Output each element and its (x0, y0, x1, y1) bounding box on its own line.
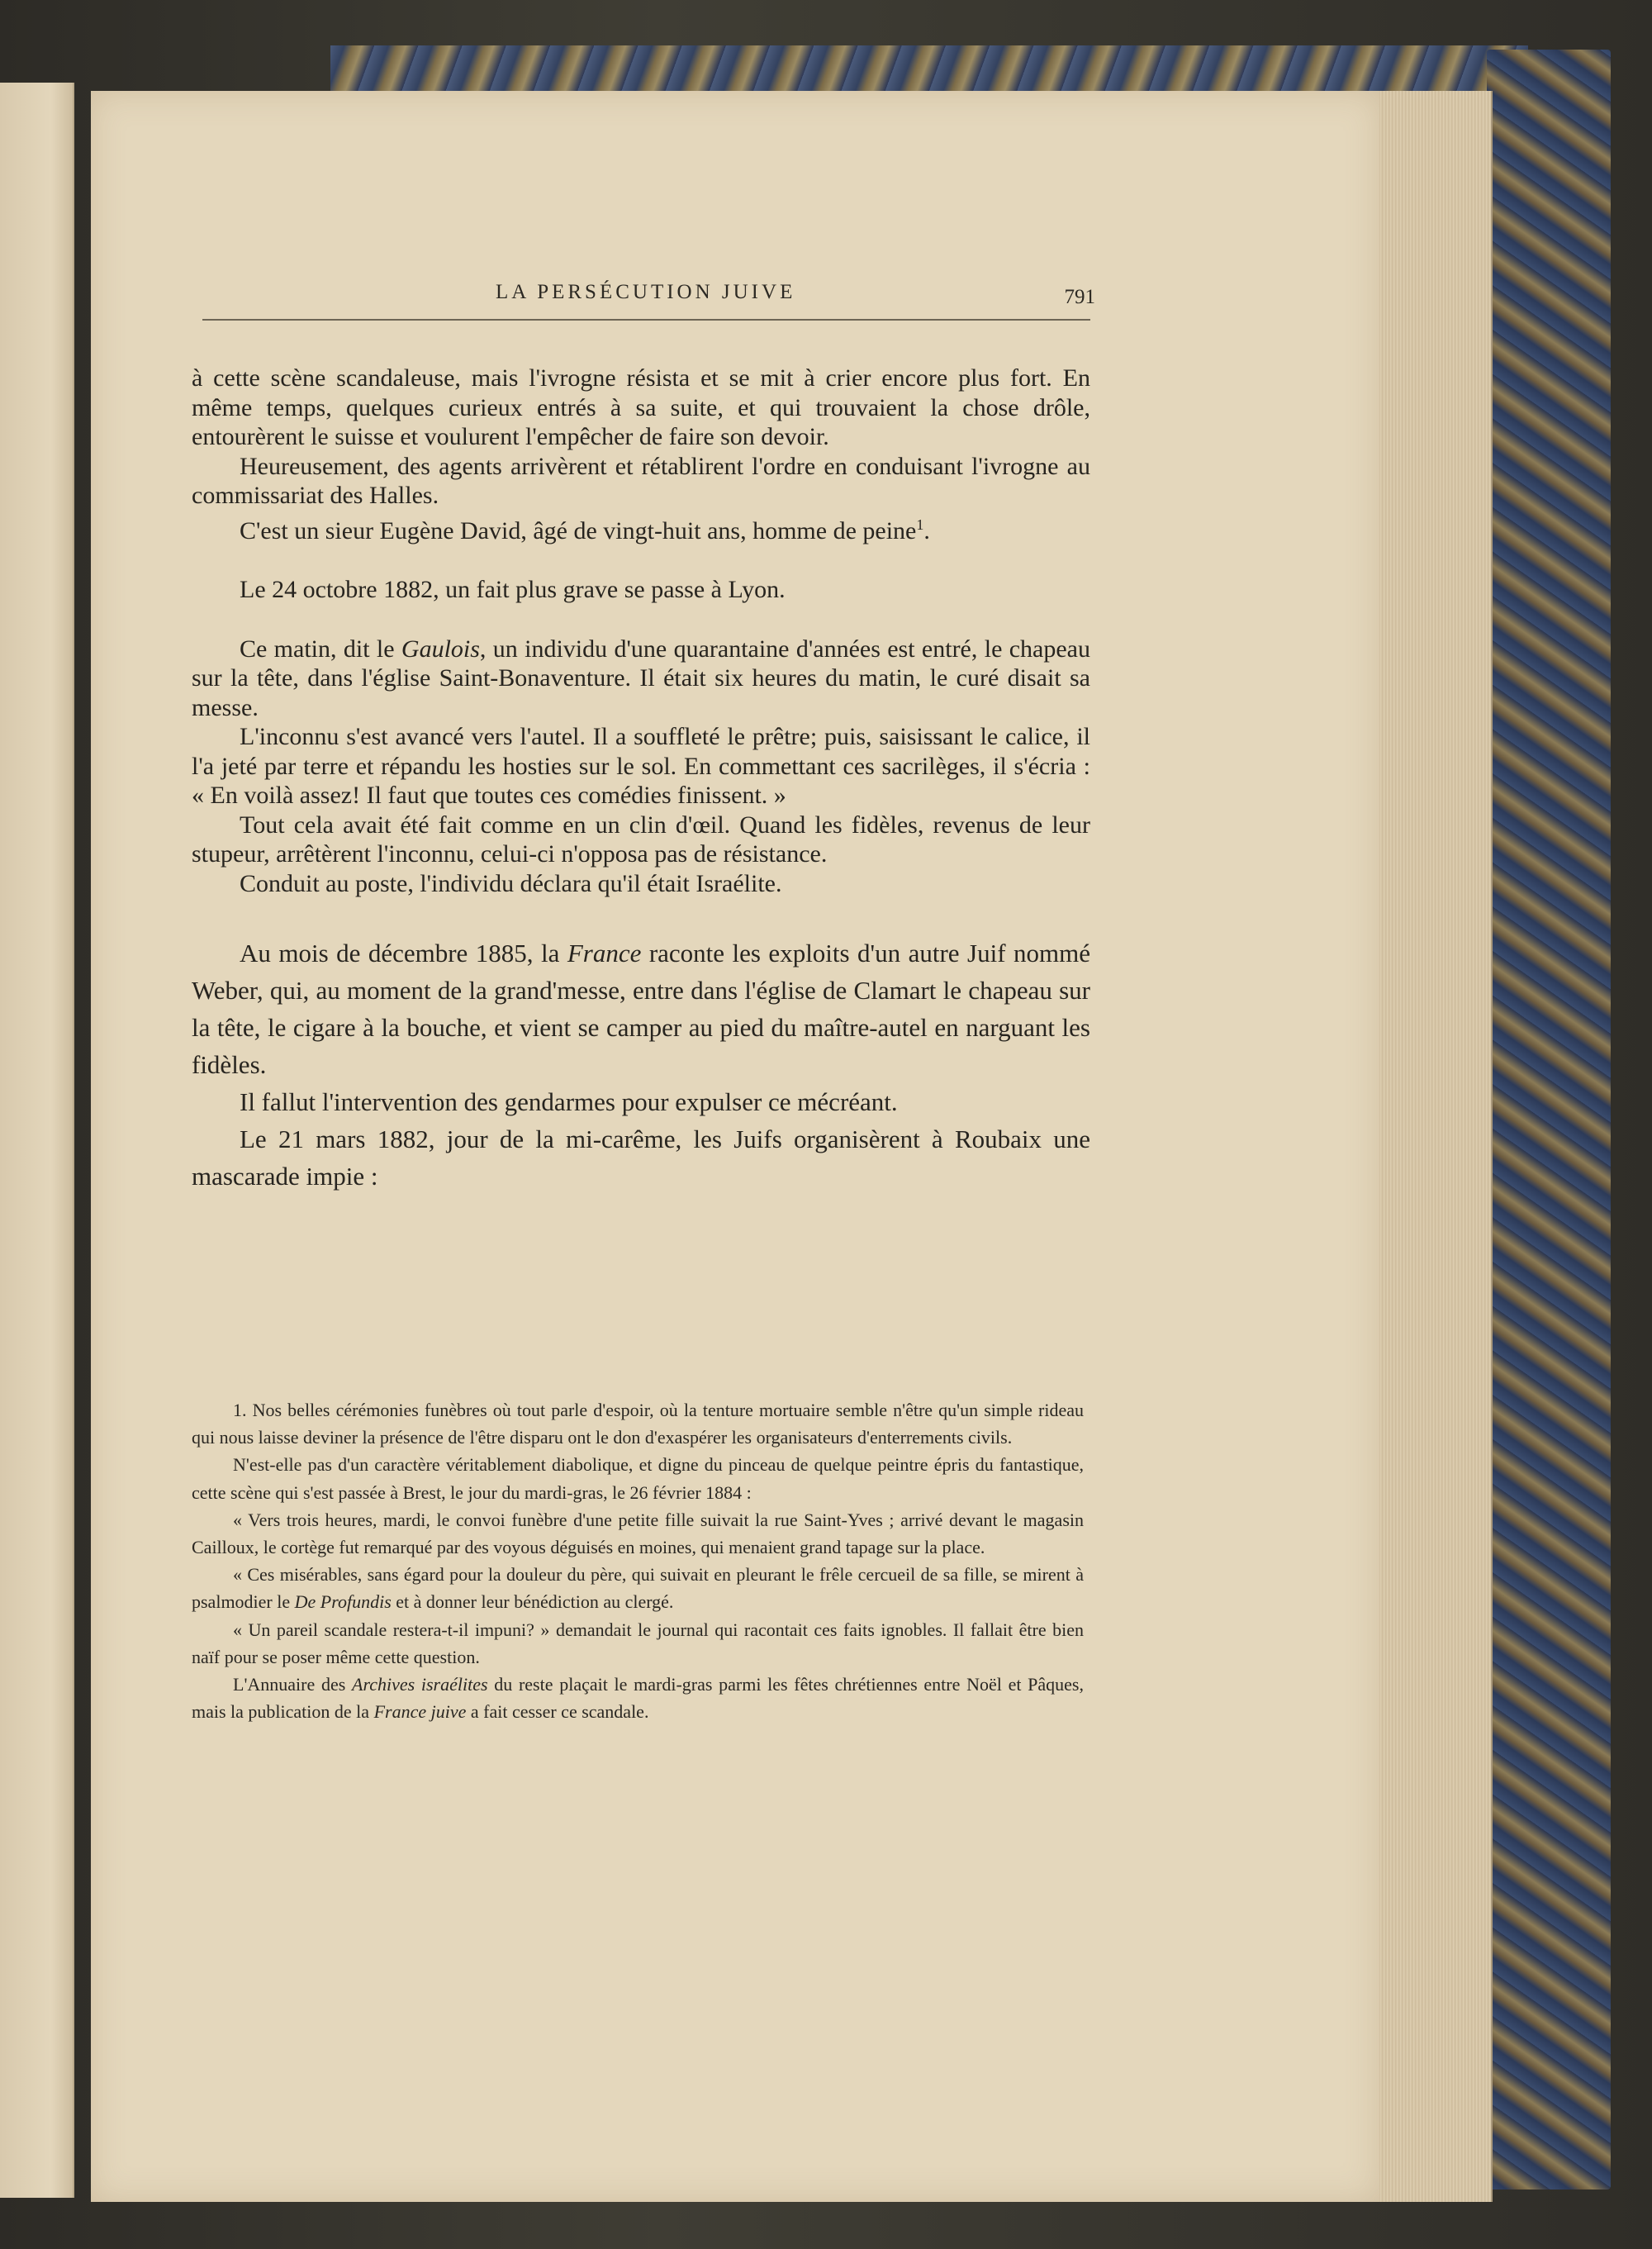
footnote-ref: 1 (916, 516, 924, 533)
marbled-board-right (1487, 50, 1611, 2190)
footnote: « Vers trois heures, mardi, le convoi funèbre d'une petite fille suivait la rue Saint-Yves ; arrivé devant le magasin Cailloux, le cortège fut remarqué par des voyous déguisés en moines, qui menaient grand tapage sur la place. (192, 1509, 1084, 1558)
paragraph: Le 24 octobre 1882, un fait plus grave se passe à Lyon. (240, 576, 786, 603)
quote-paragraph: L'inconnu s'est avancé vers l'autel. Il a souffleté le prêtre; puis, saisissant le calice, il l'a jeté par terre et répandu les hosties sur le sol. En commettant ces sacrilèges, il s'écria : « En voilà assez! Il faut que toutes ces comédies finissent. » (192, 723, 1090, 809)
footnote-text: a fait cesser ce scandale. (466, 1701, 649, 1723)
paragraph: Il fallut l'intervention des gendarmes pour expulser ce mécréant. (240, 1087, 898, 1116)
page-header (202, 273, 1095, 321)
footnote (192, 1671, 1084, 1725)
paragraph: à cette scène scandaleuse, mais l'ivrogne résista et se mit à crier encore plus fort. En même temps, quelques curieux entrés à sa suite, et qui trouvaient la chose drôle, entourèrent le suisse et voulurent l'empêcher de faire son devoir. (192, 364, 1090, 450)
page-block-edges (1371, 91, 1493, 2202)
quote-paragraph: Tout cela avait été fait comme en un clin d'œil. Quand les fidèles, revenus de leur stupeur, arrêtèrent l'inconnu, celui-ci n'opposa pas de résistance. (192, 811, 1090, 868)
main-text (192, 364, 1090, 1195)
paragraph-text: C'est un sieur Eugène David, âgé de vingt-huit ans, homme de peine (240, 516, 917, 544)
publication-title: France juive (373, 1701, 467, 1723)
paragraph (192, 511, 1090, 546)
page-number: 791 (1064, 286, 1095, 308)
newspaper-title: France (567, 939, 642, 968)
footnote: 1. Nos belles cérémonies funèbres où tout parle d'espoir, où la tenture mortuaire semble n'être qu'un simple rideau qui nous laisse deviner la présence de l'être disparu ont le don d'exaspérer les organisateurs d'enterrements civils. (192, 1400, 1084, 1448)
quote-paragraph: Conduit au poste, l'individu déclara qu'il était Israélite. (240, 869, 782, 897)
paragraph-text: . (923, 516, 930, 544)
footnote-text: du reste plaçait le mardi-gras parmi les fêtes chrétiennes entre Noël et Pâques, mais la publication de la (192, 1674, 1084, 1723)
quote-paragraph (192, 635, 1090, 723)
paragraph-text: raconte les exploits d'un autre Juif nommé Weber, qui, au moment de la grand'messe, entre dans l'église de Clamart le chapeau sur la tête, le cigare à la bouche, et vient se camper au pied du maître-autel en narguant les fidèles. (192, 939, 1090, 1079)
newspaper-title: Gaulois (401, 635, 480, 663)
footnote-text: « Ces misérables, sans égard pour la douleur du père, qui suivait en pleurant le frêle cercueil de sa fille, se mirent à psalmodier le (192, 1564, 1084, 1613)
paragraph (192, 934, 1090, 1083)
facing-page-edge (0, 83, 74, 2198)
footnote (192, 1561, 1084, 1615)
psalm-title: De Profundis (294, 1591, 392, 1613)
footnote: N'est-elle pas d'un caractère véritablement diabolique, et digne du pinceau de quelque peintre épris du fantastique, cette scène qui s'est passée à Brest, le jour du mardi-gras, le 26 février 1884 : (192, 1454, 1084, 1503)
paragraph: Heureusement, des agents arrivèrent et rétablirent l'ordre en conduisant l'ivrogne au commissariat des Halles. (192, 452, 1090, 509)
paragraph-text: , un individu d'une quarantaine d'années est entré, le chapeau sur la tête, dans l'église Saint-Bonaventure. Il était six heures du matin, le curé disait sa messe. (192, 635, 1091, 721)
paragraph: Le 21 mars 1882, jour de la mi-carême, les Juifs organisèrent à Roubaix une mascarade impie : (192, 1124, 1090, 1191)
footnote-text: L'Annuaire des (233, 1674, 353, 1695)
publication-title: Archives israélites (352, 1674, 488, 1695)
footnote-text: et à donner leur bénédiction au clergé. (391, 1591, 674, 1613)
paragraph-text: Au mois de décembre 1885, la (240, 939, 567, 968)
footnotes (192, 1396, 1084, 1725)
running-title: LA PERSÉCUTION JUIVE (496, 281, 796, 303)
paragraph-text: Ce matin, dit le (240, 635, 401, 663)
footnote: « Un pareil scandale restera-t-il impuni? » demandait le journal qui racontait ces faits ignobles. Il fallait être bien naïf pour se poser même cette question. (192, 1619, 1084, 1667)
